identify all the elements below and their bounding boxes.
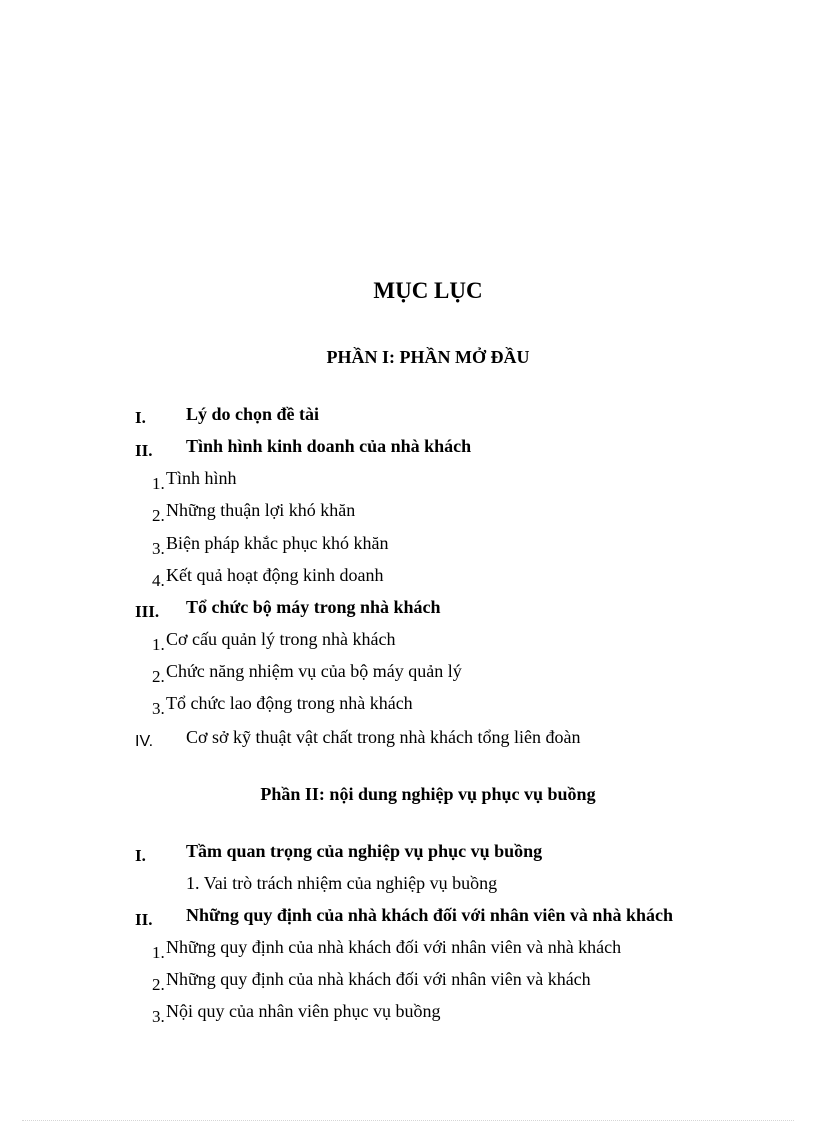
part-1-section-2-item-3-number: 3. bbox=[152, 539, 165, 558]
part-2-section-2-item-3-number: 3. bbox=[152, 1007, 165, 1026]
part-1-section-2-item-4-text: Kết quả hoạt động kinh doanh bbox=[166, 565, 384, 585]
part-1-section-3-item-1-text: Cơ cấu quản lý trong nhà khách bbox=[166, 629, 396, 649]
part-1-section-1-title: Lý do chọn đề tài bbox=[186, 404, 320, 424]
part-2-section-2-item-1-text: Những quy định của nhà khách đối với nhân viên và nhà khách bbox=[166, 937, 622, 957]
part-1-section-2-item-3-text: Biện pháp khắc phục khó khăn bbox=[166, 533, 389, 553]
part-2-heading: Phần II: nội dung nghiệp vụ phục vụ buồng bbox=[260, 784, 596, 804]
part-1-section-2-item-1-number: 1. bbox=[152, 474, 165, 493]
part-1-section-2-item-4-number: 4. bbox=[152, 571, 165, 590]
part-2-section-1-item-1-text: Vai trò trách nhiệm của nghiệp vụ buồng bbox=[203, 873, 498, 893]
part-1-section-3-item-1-number: 1. bbox=[152, 635, 165, 654]
part-1-section-2-item-2-number: 2. bbox=[152, 506, 165, 525]
part-1-section-3-item-3-text: Tổ chức lao động trong nhà khách bbox=[166, 693, 413, 713]
part-2-section-1-item-1-number: 1. bbox=[186, 873, 200, 893]
part-2-section-1-title: Tầm quan trọng của nghiệp vụ phục vụ buồng bbox=[186, 841, 543, 861]
part-2-section-1-item-1 bbox=[186, 873, 497, 894]
part-2-section-2-item-2-text: Những quy định của nhà khách đối với nhân viên và khách bbox=[166, 969, 591, 989]
part-2-section-1-numeral: I. bbox=[135, 846, 146, 865]
part-2-section-2-item-3-text: Nội quy của nhân viên phục vụ buồng bbox=[166, 1001, 441, 1021]
page-bottom-divider bbox=[22, 1120, 794, 1121]
part-1-section-2-numeral: II. bbox=[135, 441, 153, 460]
part-1-section-4-title: Cơ sở kỹ thuật vật chất trong nhà khách tổng liên đoàn bbox=[186, 727, 581, 747]
part-1-section-2-item-2-text: Những thuận lợi khó khăn bbox=[166, 500, 356, 520]
part-1-section-3-item-2-text: Chức năng nhiệm vụ của bộ máy quản lý bbox=[166, 661, 462, 681]
toc-title: MỤC LỤC bbox=[373, 278, 483, 303]
part-2-section-2-title: Những quy định của nhà khách đối với nhân viên và nhà khách bbox=[186, 905, 673, 925]
part-2-section-2-numeral: II. bbox=[135, 910, 153, 929]
part-1-section-3-title: Tổ chức bộ máy trong nhà khách bbox=[186, 597, 441, 617]
part-1-section-2-item-1-text: Tình hình bbox=[166, 468, 237, 488]
part-1-heading: PHẦN I: PHẦN MỞ ĐẦU bbox=[326, 347, 530, 367]
part-1-section-4-numeral: IV. bbox=[135, 733, 154, 750]
part-1-section-3-item-2-number: 2. bbox=[152, 667, 165, 686]
part-1-section-3-numeral: III. bbox=[135, 602, 160, 621]
part-1-section-1-numeral: I. bbox=[135, 408, 146, 427]
part-2-section-2-item-1-number: 1. bbox=[152, 943, 165, 962]
part-2-section-2-item-2-number: 2. bbox=[152, 975, 165, 994]
part-1-section-3-item-3-number: 3. bbox=[152, 699, 165, 718]
part-1-section-2-title: Tình hình kinh doanh của nhà khách bbox=[186, 436, 472, 456]
